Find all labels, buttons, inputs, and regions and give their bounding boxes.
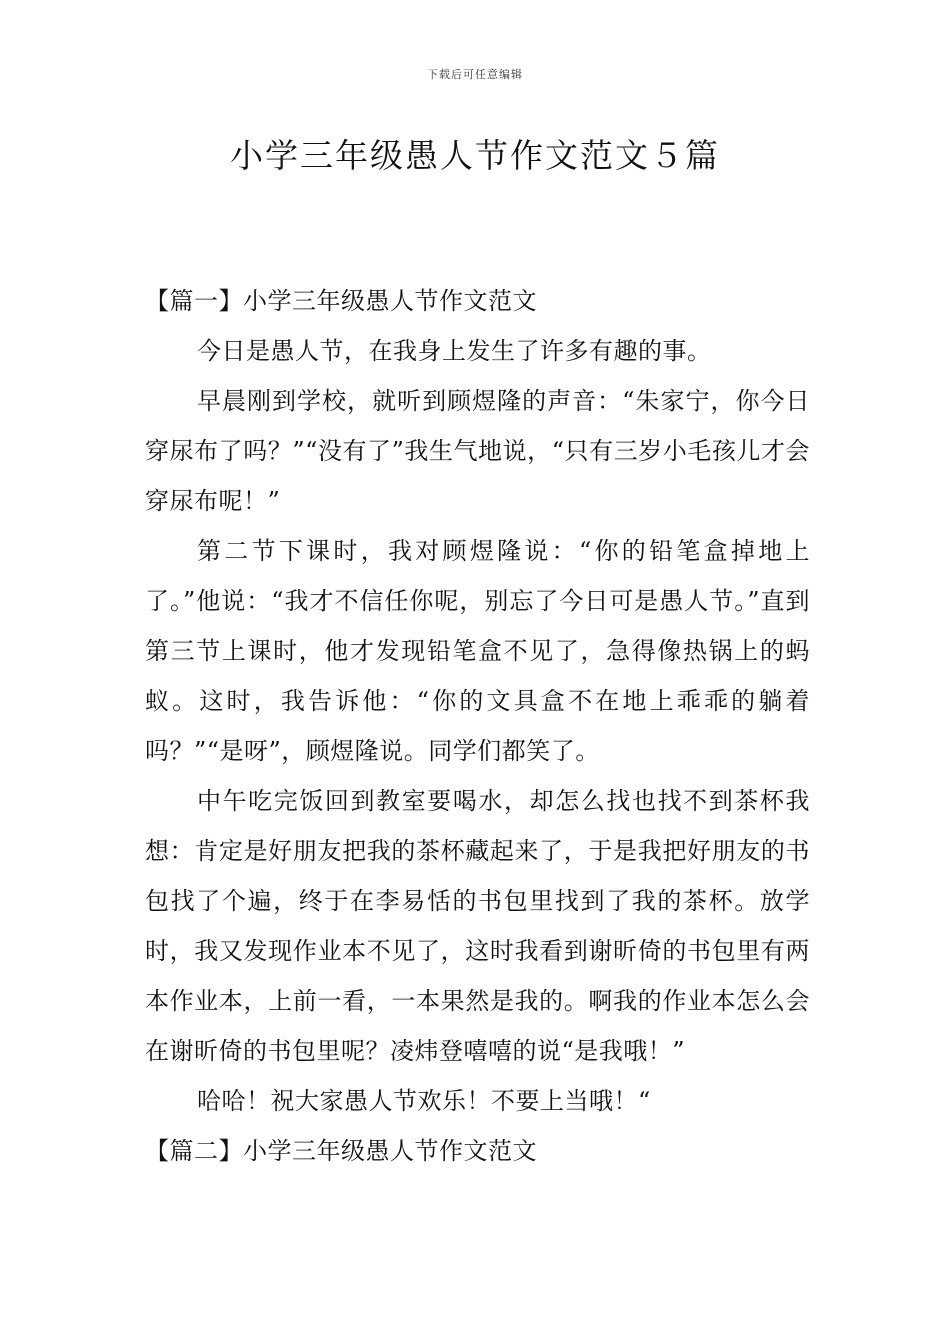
- document-title: 小学三年级愚人节作文范文５篇: [230, 136, 720, 175]
- paragraph: 哈哈！祝大家愚人节欢乐！不要上当哦！“: [197, 1087, 651, 1115]
- paragraph: 早晨刚到学校，就听到顾煜隆的声音：“朱家宁，你今日穿尿布了吗？”“没有了”我生气地说，“只有三岁小毛孩儿才会穿尿布呢！”: [145, 387, 810, 515]
- header-note: 下载后可任意编辑: [427, 68, 523, 81]
- paragraph: 第二节下课时，我对顾煜隆说：“你的铅笔盒掉地上了。”他说：“我才不信任你呢，别忘了今日可是愚人节。”直到第三节上课时，他才发现铅笔盒不见了，急得像热锅上的蚂蚁。这时，我告诉他：“你的文具盒不在地上乖乖的躺着吗？”“是呀”，顾煜隆说。同学们都笑了。: [145, 537, 810, 765]
- section-heading-2: 【篇二】小学三年级愚人节作文范文: [145, 1137, 537, 1165]
- section-heading-1: 【篇一】小学三年级愚人节作文范文: [145, 287, 537, 315]
- paragraph: 今日是愚人节，在我身上发生了许多有趣的事。: [197, 337, 712, 365]
- paragraph: 中午吃完饭回到教室要喝水，却怎么找也找不到茶杯我想：肯定是好朋友把我的茶杯藏起来了，于是我把好朋友的书包找了个遍，终于在李易恬的书包里找到了我的茶杯。放学时，我又发现作业本不见了，这时我看到谢昕倚的书包里有两本作业本，上前一看，一本果然是我的。啊我的作业本怎么会在谢昕倚的书包里呢？凌炜登嘻嘻的说“是我哦！”: [145, 787, 810, 1065]
- document-body: [145, 276, 810, 1176]
